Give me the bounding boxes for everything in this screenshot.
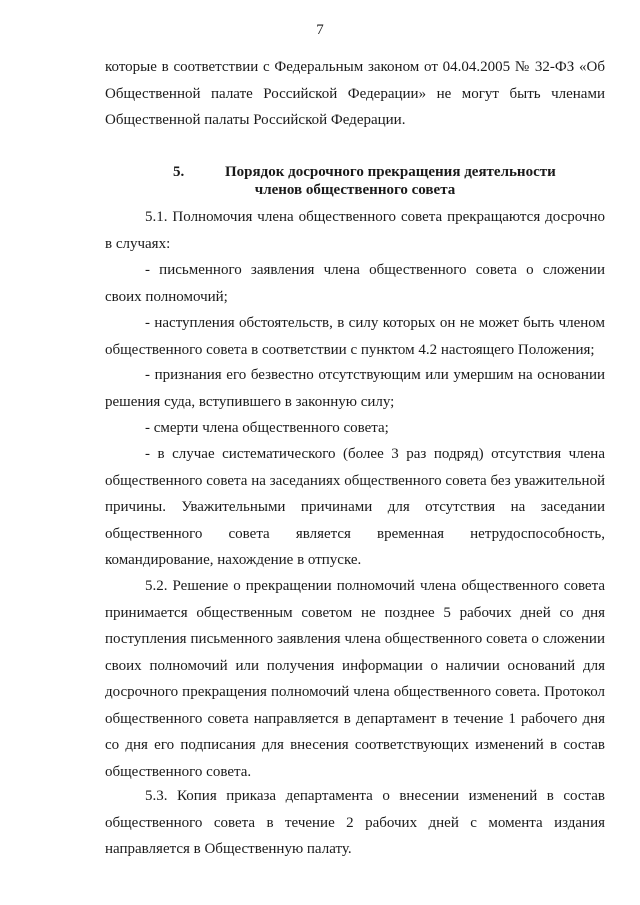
paragraph-5-3: 5.3. Копия приказа департамента о внесении изменений в состав общественного совета в течение 2 рабочих дней с момента издания направляется в Общественную палату. [105,788,605,857]
paragraph-5-2: 5.2. Решение о прекращении полномочий члена общественного совета принимается общественным советом не позднее 5 рабочих дней со дня поступления письменного заявления члена общественного совета о сложении своих полномочий или получения информации о наличии оснований для досрочного прекращения полномочий члена общественного совета. Протокол общественного совета направляется в департамент в течение 1 рабочего дня со дня его подписания для внесения соответствующих изменений в состав общественного совета. [105,578,605,780]
list-item-absence: - в случае систематического (более 3 раз подряд) отсутствия члена общественного совета на заседаниях общественного совета без уважительной причины. Уважительными причинами для отсутствия на заседании общественного совета является временная нетрудоспособность, командирование, нахождение в отпуске. [105,446,605,568]
list-item-missing-or-dead: - признания его безвестно отсутствующим или умершим на основании решения суда, вступившего в законную силу; [105,367,605,410]
intro-paragraph: которые в соответствии с Федеральным законом от 04.04.2005 № 32-ФЗ «Об Общественной палате Российской Федерации» не могут быть членами Общественной палаты Российской Федерации. [105,59,605,128]
paragraph-5-1: 5.1. Полномочия члена общественного совета прекращаются досрочно в случаях: [105,209,605,252]
list-item-circumstances: - наступления обстоятельств, в силу которых он не может быть членом общественного совета в соответствии с пунктом 4.2 настоящего Положения; [105,315,605,358]
section-title-line1: Порядок досрочного прекращения деятельности [225,164,556,180]
section-number: 5. [173,164,185,180]
list-item-written-statement: - письменного заявления члена общественного совета о сложении своих полномочий; [105,262,605,305]
section-heading [105,163,605,199]
list-item-death: - смерти члена общественного совета; [145,420,389,436]
section-title-line2: членов общественного совета [254,182,456,198]
page-number: 7 [316,22,324,38]
